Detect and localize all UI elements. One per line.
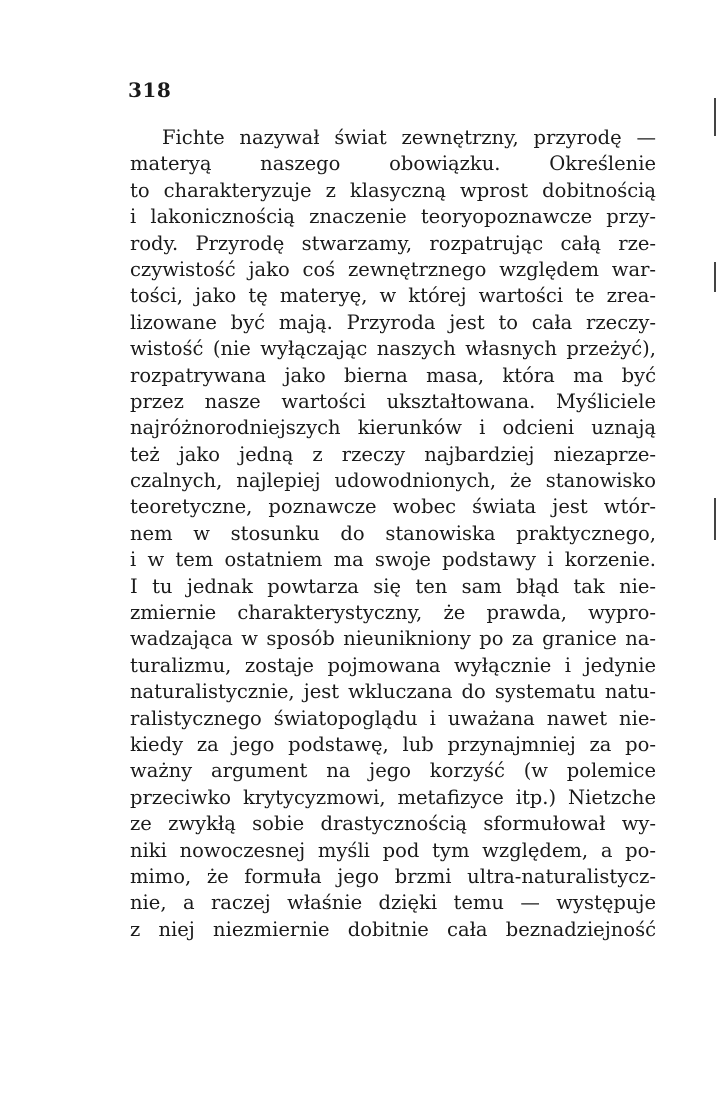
text-line: i lakonicznością znaczenie teoryopoznawcze przy- [130,205,656,229]
text-line: I tu jednak powtarza się ten sam błąd tak nie- [130,574,656,598]
text-line: ralistycznego światopoglądu i uważana nawet nie- [130,706,656,730]
text-line: rody. Przyrodę stwarzamy, rozpatrując całą rze- [130,231,656,255]
text-line: to charakteryzuje z klasyczną wprost dobitnością [130,178,656,202]
page-number: 318 [128,78,172,102]
text-line: naturalistycznie, jest wkluczana do systematu natu- [130,680,656,704]
text-line: przez nasze wartości ukształtowana. Myśliciele [130,389,656,413]
text-line: teoretyczne, poznawcze wobec świata jest wtór- [130,495,656,519]
text-line: zmiernie charakterystyczny, że prawda, wypro- [130,601,656,625]
text-line: wadzająca w sposób nieunikniony po za granice na- [130,627,656,651]
page-edge-mark [714,498,716,540]
text-line: czywistość jako coś zewnętrznego względem war- [130,257,656,281]
text-line: kiedy za jego podstawę, lub przynajmniej za po- [130,732,656,756]
text-line: najróżnorodniejszych kierunków i odcieni uznają [130,416,656,440]
text-line: wistość (nie wyłączając naszych własnych przeżyć), [130,337,656,361]
text-line: Fichte nazywał świat zewnętrzny, przyrodę — [162,126,656,149]
text-line: ze zwykłą sobie drastycznością sformułował wy- [130,812,656,836]
page-edge-mark [714,262,716,292]
text-line: niki nowoczesnej myśli pod tym względem, a po- [130,838,656,862]
text-line: też jako jedną z rzeczy najbardziej niezaprze- [130,442,656,466]
text-line: lizowane być mają. Przyroda jest to cała rzeczy- [130,310,656,334]
text-line: nem w stosunku do stanowiska praktycznego, [130,521,656,545]
text-line: mimo, że formuła jego brzmi ultra-naturalistycz- [130,864,656,888]
text-line: czalnych, najlepiej udowodnionych, że stanowisko [130,469,656,493]
text-line: i w tem ostatniem ma swoje podstawy i korzenie. [130,548,656,572]
text-line: przeciwko krytycyzmowi, metafizyce itp.) Nietzche [130,785,656,809]
text-line: tości, jako tę materyę, w której wartości te zrea- [130,284,656,308]
text-line: nie, a raczej właśnie dzięki temu — występuje [130,891,656,915]
text-line: rozpatrywana jako bierna masa, która ma być [130,363,656,387]
text-line: materyą naszego obowiązku. Określenie [130,152,656,176]
body-text [130,125,656,943]
text-line: turalizmu, zostaje pojmowana wyłącznie i jedynie [130,653,656,677]
page-edge-mark [714,98,716,136]
text-line: ważny argument na jego korzyść (w polemice [130,759,656,783]
text-line: z niej niezmiernie dobitnie cała beznadziejność [130,917,656,941]
